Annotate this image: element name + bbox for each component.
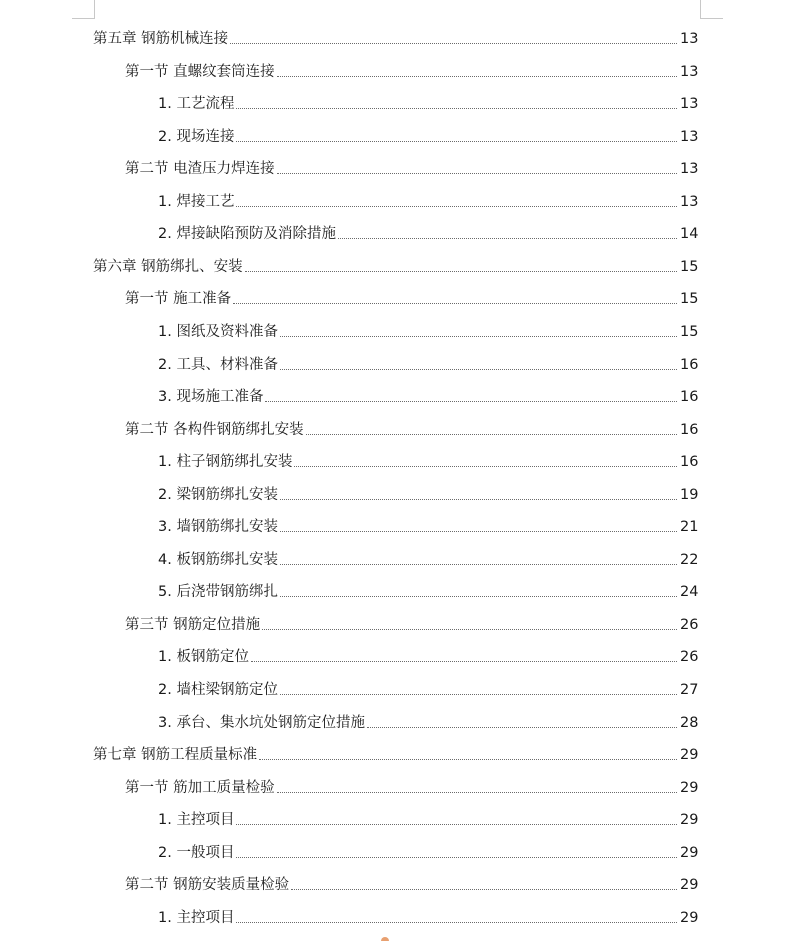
- toc-page-number: 13: [680, 193, 699, 210]
- toc-entry-label: 3. 承台、集水坑处钢筋定位措施: [158, 714, 365, 731]
- toc-dot-leader: [291, 888, 677, 890]
- toc-item-entry[interactable]: [158, 351, 698, 375]
- toc-item-entry[interactable]: [158, 676, 698, 700]
- toc-dot-leader: [236, 107, 677, 109]
- toc-page-number: 13: [680, 96, 699, 113]
- toc-dot-leader: [236, 205, 677, 207]
- toc-page-number: 16: [680, 356, 699, 373]
- toc-entry-label: 第一节 直螺纹套筒连接: [125, 63, 275, 80]
- toc-item-entry[interactable]: [158, 578, 698, 602]
- toc-section-entry[interactable]: [125, 58, 698, 82]
- toc-page-number: 15: [680, 258, 699, 275]
- toc-section-entry[interactable]: [125, 871, 698, 895]
- toc-entry-label: 1. 工艺流程: [158, 96, 235, 113]
- toc-page-number: 21: [680, 519, 699, 536]
- toc-page-number: 29: [680, 747, 699, 764]
- toc-entry-label: 5. 后浇带钢筋绑扎: [158, 584, 278, 601]
- toc-dot-leader: [230, 42, 677, 44]
- toc-item-entry[interactable]: [158, 806, 698, 830]
- toc-page-number: 19: [680, 486, 699, 503]
- toc-dot-leader: [262, 628, 677, 630]
- toc-page-number: 15: [680, 291, 699, 308]
- toc-dot-leader: [280, 693, 677, 695]
- toc-item-entry[interactable]: [158, 220, 698, 244]
- toc-dot-leader: [236, 921, 677, 923]
- toc-page-number: 29: [680, 812, 699, 829]
- toc-entry-label: 第二节 各构件钢筋绑扎安装: [125, 421, 304, 438]
- toc-entry-label: 4. 板钢筋绑扎安装: [158, 551, 278, 568]
- toc-page-number: 13: [680, 161, 699, 178]
- toc-entry-label: 第二节 钢筋安装质量检验: [125, 877, 290, 894]
- toc-page-number: 28: [680, 714, 699, 731]
- toc-entry-label: 1. 主控项目: [158, 812, 235, 829]
- toc-dot-leader: [236, 856, 677, 858]
- toc-page-number: 29: [680, 844, 699, 861]
- toc-page-number: 26: [680, 649, 699, 666]
- toc-chapter-entry[interactable]: [93, 253, 698, 277]
- toc-item-entry[interactable]: [158, 546, 698, 570]
- toc-item-entry[interactable]: [158, 123, 698, 147]
- toc-entry-label: 1. 焊接工艺: [158, 193, 235, 210]
- toc-page-number: 14: [680, 226, 699, 243]
- toc-page-number: 13: [680, 31, 699, 47]
- toc-page-number: 16: [680, 421, 699, 438]
- toc-entry-label: 第三节 钢筋定位措施: [125, 616, 261, 633]
- toc-dot-leader: [236, 823, 677, 825]
- toc-page-number: 29: [680, 909, 699, 926]
- toc-item-entry[interactable]: [158, 709, 698, 733]
- toc-item-entry[interactable]: [158, 904, 698, 928]
- toc-page-number: 24: [680, 584, 699, 601]
- toc-page-number: 16: [680, 454, 699, 471]
- toc-entry-label: 第二节 电渣压力焊连接: [125, 161, 275, 178]
- toc-entry-label: 2. 一般项目: [158, 844, 235, 861]
- toc-dot-leader: [265, 400, 677, 402]
- toc-entry-label: 1. 主控项目: [158, 909, 235, 926]
- toc-item-entry[interactable]: [158, 839, 698, 863]
- toc-chapter-entry[interactable]: [93, 741, 698, 765]
- crop-mark-top-left: [72, 0, 95, 19]
- toc-item-entry[interactable]: [158, 481, 698, 505]
- toc-section-entry[interactable]: [125, 774, 698, 798]
- toc-entry-label: 3. 现场施工准备: [158, 389, 264, 406]
- toc-page-number: 29: [680, 779, 699, 796]
- toc-item-entry[interactable]: [158, 643, 698, 667]
- toc-dot-leader: [280, 335, 677, 337]
- page-indicator-mark: [381, 937, 389, 941]
- toc-entry-label: 2. 墙柱梁钢筋定位: [158, 682, 278, 698]
- toc-item-entry[interactable]: [158, 448, 698, 472]
- toc-dot-leader: [251, 660, 677, 662]
- toc-dot-leader: [277, 172, 677, 174]
- toc-dot-leader: [294, 465, 677, 467]
- toc-page-number: 13: [680, 63, 699, 80]
- toc-section-entry[interactable]: [125, 155, 698, 179]
- toc-dot-leader: [236, 140, 677, 142]
- toc-entry-label: 2. 工具、材料准备: [158, 356, 278, 373]
- toc-dot-leader: [233, 302, 677, 304]
- toc-dot-leader: [367, 726, 677, 728]
- toc-chapter-entry[interactable]: [93, 25, 698, 49]
- toc-item-entry[interactable]: [158, 383, 698, 407]
- toc-page-number: 16: [680, 389, 699, 406]
- toc-page-number: 27: [680, 682, 699, 698]
- toc-dot-leader: [280, 498, 677, 500]
- toc-dot-leader: [277, 791, 677, 793]
- toc-dot-leader: [277, 75, 677, 77]
- toc-entry-label: 第七章 钢筋工程质量标准: [93, 747, 258, 764]
- toc-entry-label: 2. 现场连接: [158, 128, 235, 145]
- toc-page-number: 22: [680, 551, 699, 568]
- toc-dot-leader: [338, 237, 677, 239]
- crop-mark-top-right: [700, 0, 723, 19]
- toc-section-entry[interactable]: [125, 285, 698, 309]
- toc-dot-leader: [245, 270, 677, 272]
- toc-dot-leader: [280, 595, 677, 597]
- toc-dot-leader: [280, 368, 677, 370]
- toc-dot-leader: [306, 433, 677, 435]
- toc-item-entry[interactable]: [158, 513, 698, 537]
- toc-dot-leader: [259, 758, 677, 760]
- toc-entry-label: 2. 梁钢筋绑扎安装: [158, 486, 278, 503]
- toc-entry-label: 第五章 钢筋机械连接: [93, 31, 229, 47]
- toc-page-number: 29: [680, 877, 699, 894]
- toc-dot-leader: [280, 530, 677, 532]
- toc-entry-label: 第一节 施工准备: [125, 291, 232, 308]
- toc-entry-label: 1. 图纸及资料准备: [158, 323, 278, 340]
- toc-entry-label: 第一节 筋加工质量检验: [125, 779, 275, 796]
- toc-section-entry[interactable]: [125, 416, 698, 440]
- toc-item-entry[interactable]: [158, 90, 698, 114]
- toc-dot-leader: [280, 563, 677, 565]
- toc-entry-label: 1. 板钢筋定位: [158, 649, 249, 666]
- toc-entry-label: 3. 墙钢筋绑扎安装: [158, 519, 278, 536]
- toc-item-entry[interactable]: [158, 318, 698, 342]
- toc-item-entry[interactable]: [158, 188, 698, 212]
- toc-entry-label: 1. 柱子钢筋绑扎安装: [158, 454, 293, 471]
- toc-page-number: 15: [680, 323, 699, 340]
- toc-entry-label: 第六章 钢筋绑扎、安装: [93, 258, 243, 275]
- toc-page-number: 13: [680, 128, 699, 145]
- toc-entry-label: 2. 焊接缺陷预防及消除措施: [158, 226, 336, 243]
- toc-section-entry[interactable]: [125, 611, 698, 635]
- toc-page-number: 26: [680, 616, 699, 633]
